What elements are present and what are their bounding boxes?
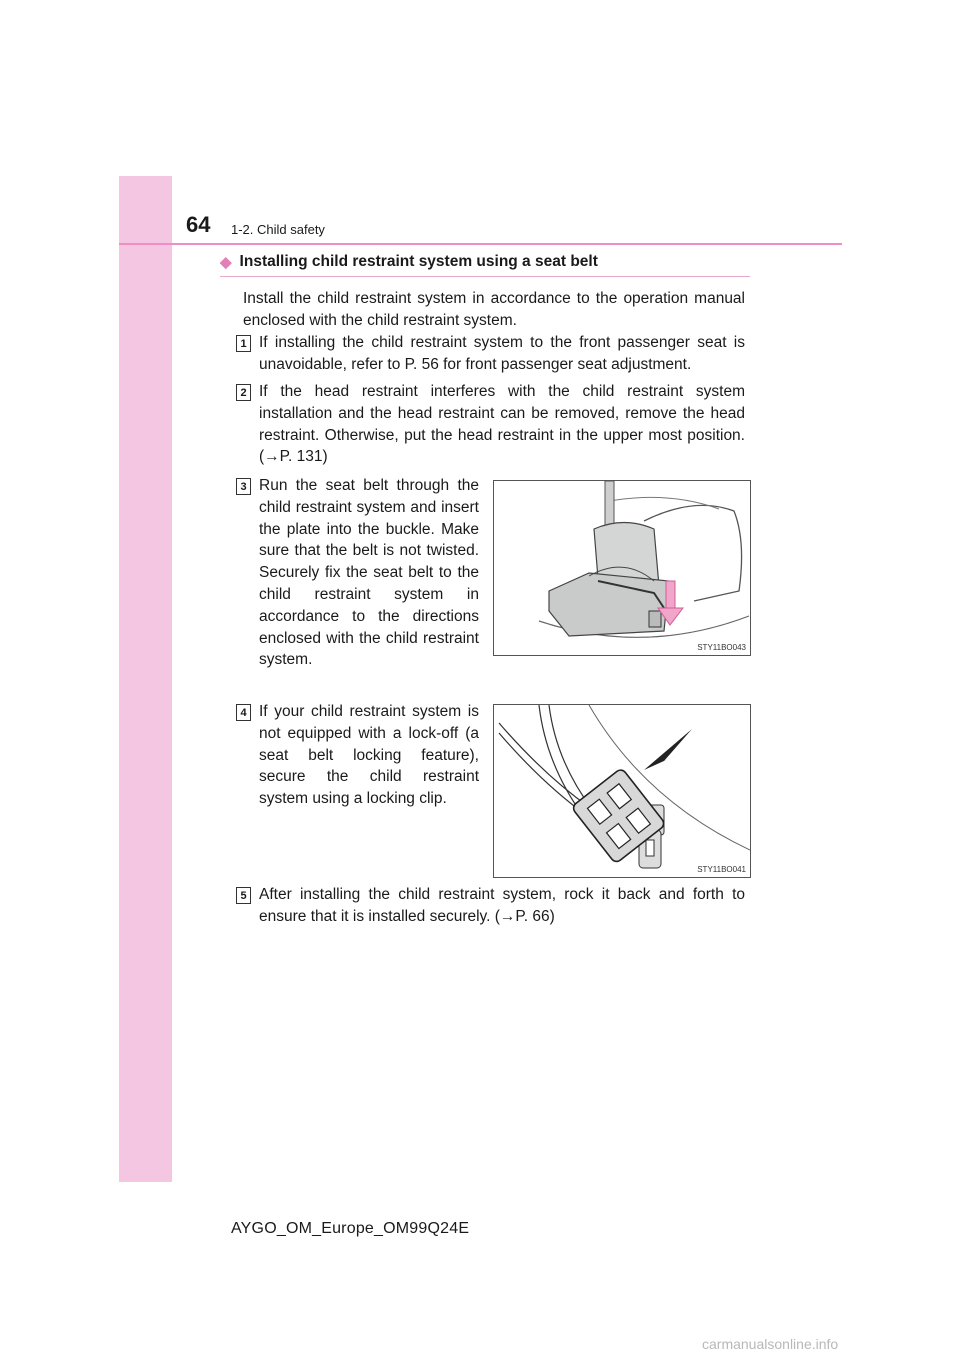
figure-code-1: STY11BO043 [697, 643, 746, 652]
diamond-bullet-icon: ◆ [220, 254, 232, 271]
locking-clip-illustration [493, 704, 751, 878]
step-number-5: 5 [236, 887, 251, 904]
section-title: 1-2. Child safety [231, 222, 325, 237]
heading-divider [220, 276, 750, 277]
watermark: carmanualsonline.info [702, 1336, 839, 1352]
header-divider [119, 243, 842, 245]
child-seat-drawing [494, 481, 750, 655]
section-heading [220, 253, 598, 271]
step-4-text: If your child restraint system is not equipped with a lock-off (a seat belt locking feature), secure the child restraint system using a locking clip. [259, 703, 479, 808]
step-3-text: Run the seat belt through the child restraint system and insert the plate into the buckle. Make sure that the belt is not twisted. Securely fix the seat belt to the child restraint system in accordance to the directions enclosed with the child restraint system. [259, 477, 479, 669]
step-number-1: 1 [236, 335, 251, 352]
figure-code-2: STY11BO041 [697, 865, 746, 874]
step-1-text: If installing the child restraint system to the front passenger seat is unavoidable, refer to P. 56 for front passenger seat adjustment. [259, 334, 745, 373]
locking-clip-drawing [494, 705, 750, 877]
heading-text: Installing child restraint system using a seat belt [239, 253, 598, 270]
step-5-text: After installing the child restraint system, rock it back and forth to ensure that it is installed securely. (→P. 66) [259, 886, 745, 925]
footer-document-code: AYGO_OM_Europe_OM99Q24E [231, 1220, 470, 1237]
step-number-4: 4 [236, 704, 251, 721]
step-2-text: If the head restraint interferes with the child restraint system installation and the head restraint can be removed, remove the head restraint. Otherwise, put the head restraint in the upper most position. (→P. 131) [259, 383, 745, 466]
step-number-3: 3 [236, 478, 251, 495]
step-number-2: 2 [236, 384, 251, 401]
intro-paragraph: Install the child restraint system in accordance to the operation manual enclosed with the child restraint system. [243, 290, 745, 329]
child-seat-illustration [493, 480, 751, 656]
page-number: 64 [186, 212, 211, 237]
side-tab [119, 176, 172, 1182]
